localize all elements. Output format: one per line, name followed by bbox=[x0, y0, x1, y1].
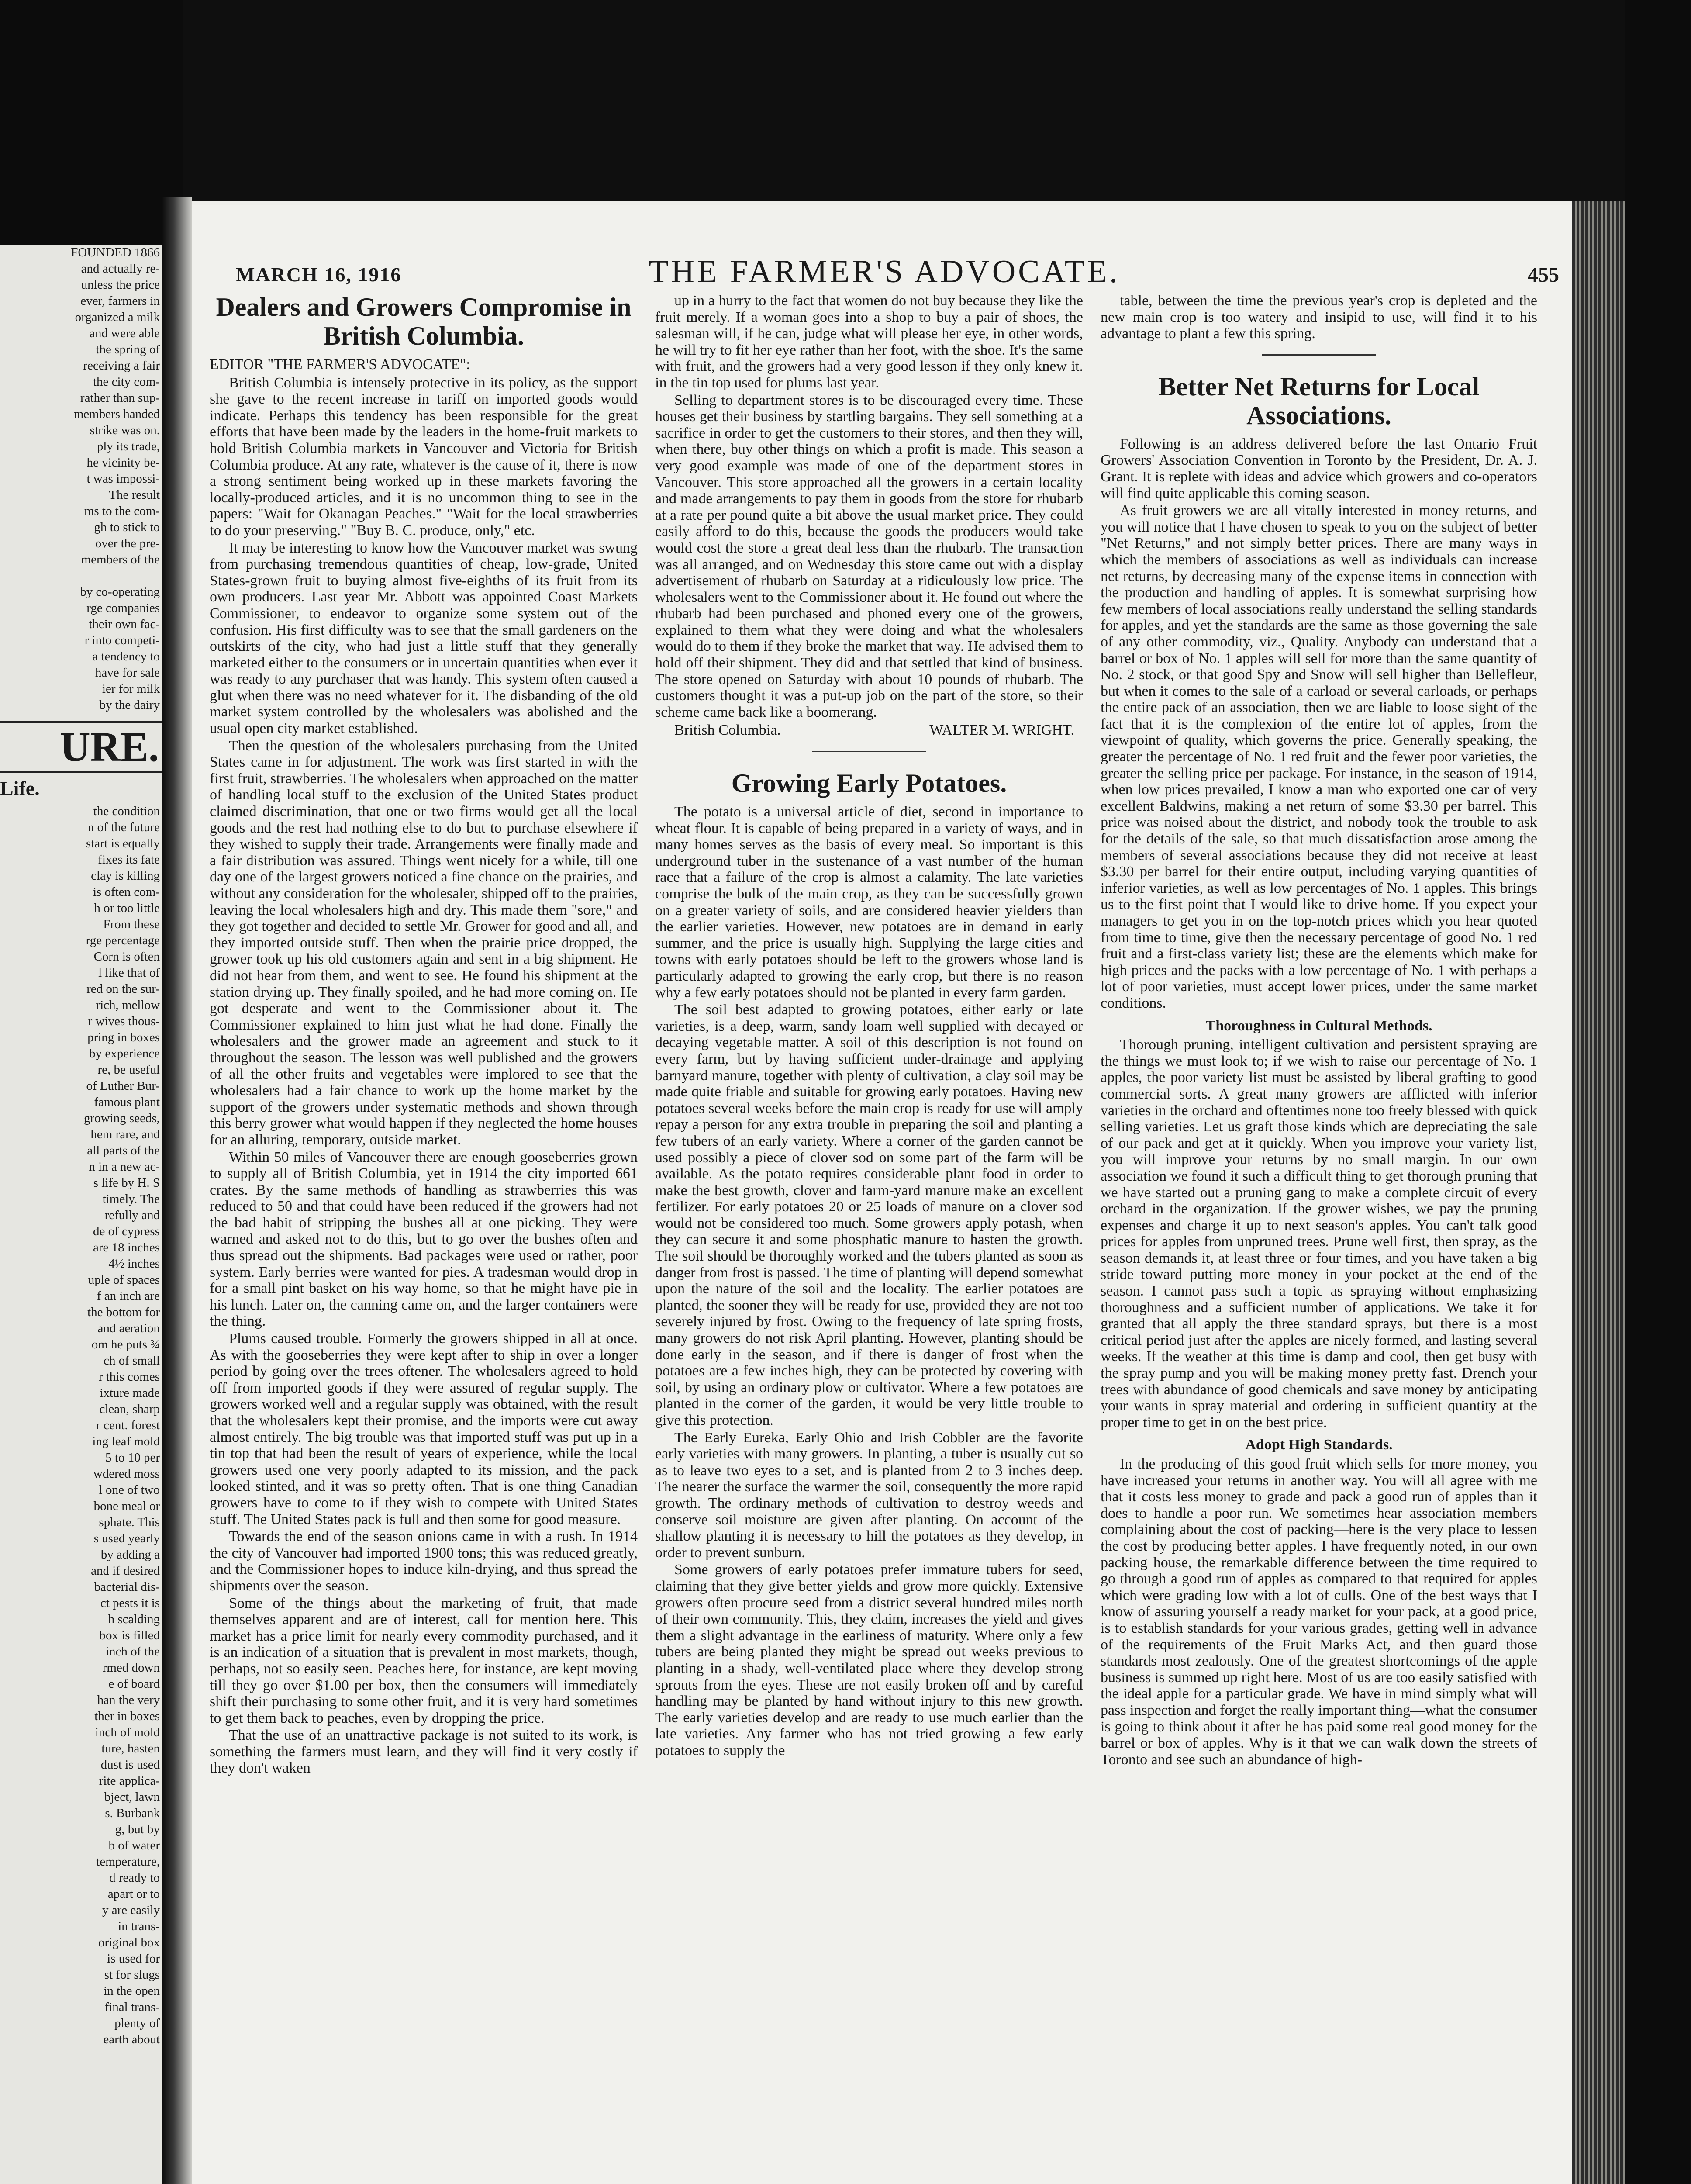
article-title-potatoes: Growing Early Potatoes. bbox=[731, 769, 1007, 798]
text-line: rich, mellow bbox=[96, 998, 160, 1012]
text-line: by the dairy bbox=[99, 698, 160, 712]
text-line: plenty of bbox=[114, 2016, 160, 2030]
text-line: ture, hasten bbox=[101, 1742, 160, 1755]
text-line: all parts of the bbox=[87, 1144, 160, 1158]
text-line: r this comes bbox=[98, 1370, 160, 1384]
text-line: han the very bbox=[97, 1693, 160, 1707]
paragraph: The Early Eureka, Early Ohio and Irish Cobbler are the favorite early varieties with many growers. In planting, a tuber is usually cut so as to leave two eyes to a set, and is planted from 2 to 3 inches deep. The nearer the surface the warmer the soil, consequently the more rapid growth. The ordinary methods of cultivation to destroy weeds and conserve soil moisture are given after planting. On account of the shallow planting it is necessary to hill the potatoes as they develop, in order to prevent sunburn. bbox=[655, 1429, 1083, 1561]
text-line: organized a milk bbox=[75, 310, 160, 324]
editor-salutation: EDITOR "THE FARMER'S ADVOCATE": bbox=[210, 356, 470, 373]
text-line: members handed bbox=[73, 407, 160, 421]
signature-place: British Columbia. bbox=[674, 722, 781, 739]
paragraph: Plums caused trouble. Formerly the growers shipped in all at once. As with the gooseberries they were kept after to ship in over a longer period by going over the trees oftener. The wholesalers agreed to hold off from imported goods if they were assured of regular supply. The growers worked well and a regular supply was obtained, with the result that the wholesalers kept their promise, and the imports were cut away almost entirely. The big trouble was that imported stuff was put up in a tin top that had been the result of years of experience, while the local growers used one very poorly adapted to its mission, and the pack looked stinted, and it was so pretty often. That is one thing Canadian growers have to come to if they wish to compete with United States stuff. The United States pack is full and then some for good measure. bbox=[210, 1330, 638, 1527]
paragraph: As fruit growers we are all vitally interested in money returns, and you will notice that I have chosen to speak to you on the subject of better "Net Returns," and not simply better prices. There are many ways in which the members of associations as well as individuals can increase net returns, by decreasing many of the expense items in connection with the production and handling of apples. It is somewhat surprising how few members of local associations really understand the selling standards for apples, and yet the standards are the same as those governing the sale of any other commodity, viz., Quality. Anybody can understand that a barrel or box of No. 1 apples will sell for more than the same quantity of No. 2 stock, or that good Spy and Snow will sell higher than Belleflеur, but when it comes to the sale of a carload or several carloads, or perhaps the entire pack of an association, then we are liable to loose sight of the fact that it is the complexion of the entire lot of apples, from the viewpoint of quality, which governs the price. Generally speaking, the greater the percentage of No. 1 red fruit and the fewer poor varieties, the greater the selling price per package. For instance, in the season of 1914, when low prices prevailed, I know a man who exported one car of very excellent Baldwins, making a net return of some $3.30 per barrel. This price was noised about the district, and nobody took the trouble to ask for the details of the sale, so that much dissatisfaction arose among the members of several associations because they did not receive at least $3.30 per barrel for their entire output, including varying quantities of inferior varieties, as well as low percentages of No. 1 apples. This brings us to the first point that I would like to drive home. If you expect your managers to get you in on the top-notch prices which you hear quoted from time to time, give then the necessary percentage of good No. 1 red fruit and a first-class variety list; these are the elements which make for high prices and the packs with a low percentage of No. 1 with perhaps a lot of poor varieties, must accept lower prices, under the same market conditions. bbox=[1101, 502, 1537, 1011]
text-line: and aeration bbox=[97, 1321, 160, 1335]
text-line: their own fac- bbox=[89, 617, 160, 631]
paragraph: It may be interesting to know how the Vancouver market was swung from purchasing tremendous quantities of cheap, low-grade, United States-grown fruit to buying almost five-eighths of its fruit from its own producers. Last year Mr. Abbott was appointed Coast Markets Commissioner, to endeavor to organize some system out of the confusion. His first difficulty was to see that the small gardeners on the outskirts of the city, who had just a little stuff that they generally marketed either to the consumers or in uncertain quantities when ever it was ready to any purchaser that was handy. This system often caused a glut when there was no need whatever for it. The disbanding of the old market system controlled by the wholesalers was abolished and the usual open city market established. bbox=[210, 539, 638, 737]
text-line: in trans- bbox=[118, 1919, 160, 1933]
text-line: clean, sharp bbox=[99, 1402, 160, 1416]
text-line: have for sale bbox=[95, 666, 160, 680]
text-line: pring in boxes bbox=[87, 1030, 160, 1044]
article-body-continued bbox=[1101, 293, 1537, 342]
text-line: the bottom for bbox=[87, 1305, 160, 1319]
text-line: 5 to 10 per bbox=[105, 1451, 160, 1465]
paragraph: Then the question of the wholesalers purchasing from the United States came in for adjustment. The work was first started in with the first fruit, strawberries. The wholesalers when approached on the matter of handling local stuff to the exclusion of the United States product claimed discrimination, that one or two firms would get all the local goods and the rest had nothing else to do but to purchase elsewhere if they wished to supply their trade. Arrangements were finally made and a fair distribution was assured. Things went nicely for a while, till one day one of the largest growers noticed a fine chance on the prairies, and without any consideration for the wholesaler, shipped off to the prairies, leaving the local wholesalers high and dry. This made them "sore," and they got together and decided to settle Mr. Grower for good and all, and they imported outside stuff. Then when the prairie price dropped, the grower took up his old customers again and sent in a big shipment. He did not hear from them, and went to see. He found his shipment at the station drying up. They finally spoiled, and he had more coming on. He got desperate and went to the Commissioner about it. The Commissioner explained to him just what he had done. Finally the wholesalers and the grower made an agreement and stuck to it throughout the season. The lesson was well published and the growers of all the other fruits and vegetables were implored to see that the wholesalers had a fair chance to work up the home market by the support of the growers under systematic methods and shown through this berry grower what would happen if they neglected the home houses for an alluring, temporary, outside market. bbox=[210, 737, 638, 1148]
text-line: temperature, bbox=[96, 1855, 160, 1869]
text-line: n in a new ac- bbox=[89, 1160, 160, 1174]
text-line: gh to stick to bbox=[94, 520, 160, 534]
text-line: The result bbox=[109, 488, 160, 502]
text-line: n of the future bbox=[87, 820, 160, 834]
text-line: over the pre- bbox=[95, 536, 160, 550]
page-header bbox=[210, 253, 1559, 293]
paragraph: table, between the time the previous year's crop is depleted and the new main crop is too watery and insipid to use, will find it to his advantage to plant a few this spring. bbox=[1101, 293, 1537, 342]
column-1 bbox=[210, 293, 638, 2184]
page-edges bbox=[1572, 201, 1625, 2184]
text-line: rge companies bbox=[86, 601, 160, 615]
text-line: receiving a fair bbox=[83, 359, 160, 373]
column-3 bbox=[1101, 293, 1537, 2184]
text-line: the city com- bbox=[93, 375, 160, 389]
text-line: 4½ inches bbox=[108, 1257, 160, 1271]
paragraph: Within 50 miles of Vancouver there are enough gooseberries grown to supply all of British Columbia, yet in 1914 the city imported 661 crates. By the same methods of handling as strawberries this was reduced to 50 and that could have been reduced if the growers had not the bad habit of stripping the bushes all at one picking. They were warned and asked not to do this, but to go over the bushes often and thus spread out the shipments. Bad packages were used or rather, poor system. Early berries were wanted for pies. A tradesman would drop in for a small pint basket on his way home, so that he might have pie in his lunch. Later on, the canning came on, and the larger containers were the thing. bbox=[210, 1149, 638, 1330]
text-line: g, but by bbox=[115, 1822, 160, 1836]
text-line: dust is used bbox=[100, 1758, 160, 1772]
text-line: and actually re- bbox=[81, 262, 160, 276]
paragraph: Towards the end of the season onions came in with a rush. In 1914 the city of Vancouver had imported 1900 tons; this was reduced greatly, and the Commissioner hopes to induce kiln-drying, and thus spread the shipments over the season. bbox=[210, 1528, 638, 1594]
text-line: wdered moss bbox=[93, 1467, 160, 1481]
paragraph: The soil best adapted to growing potatoes, either early or late varieties, is a deep, warm, sandy loam well supplied with decayed or decaying vegetable matter. A soil of this description is not found on every farm, but by having sufficient under-drainage and applying barnyard manure, together with plenty of cultivation, a clay soil may be made quite friable and suitable for growing early potatoes. Having new potatoes several weeks before the main crop is ready for use will amply repay a person for any extra trouble in preparing the soil and planting a few tubers of an early variety. Where a corner of the garden cannot be used possibly a piece of clover sod on some part of the farm will be available. As the potato requires considerable plant food in order to make the best growth, clover and farm-yard manure make an excellent fertilizer. For early potatoes 20 or 25 loads of manure on a clover sod would not be considered too much. Some growers apply potash, when they can secure it and some phosphatic manure to hasten the growth. The soil should be thoroughly worked and the tubers planted as soon as danger from frost is passed. The time of planting will depend somewhat upon the nature of the soil and the locality. The earlier potatoes are planted, the sooner they will be ready for use, provided they are not too severely injured by frost. Owing to the frequency of late spring frosts, many growers do not risk April planting. However, planting should be done early in the season, and if there is danger of frost when the potatoes are a few inches high, they can be protected by covering with soil, by using an ordinary plow or cultivator. Where a few potatoes are planted in the corner of the garden, it would be very little trouble to give this protection. bbox=[655, 1002, 1083, 1428]
text-line: From these bbox=[103, 917, 160, 931]
text-line: ply its trade, bbox=[97, 439, 160, 453]
article-title-net-returns: Better Net Returns for Local Associations. bbox=[1158, 372, 1480, 430]
text-line: clay is killing bbox=[91, 869, 160, 883]
text-line: re, be useful bbox=[97, 1063, 160, 1077]
text-line: sphate. This bbox=[99, 1515, 160, 1529]
text-line: b of water bbox=[108, 1838, 160, 1852]
text-line: l one of two bbox=[99, 1483, 160, 1497]
text-line: uple of spaces bbox=[88, 1273, 160, 1287]
article-body bbox=[1101, 1037, 1537, 1431]
newspaper-page bbox=[192, 205, 1572, 2184]
text-line: ever, farmers in bbox=[80, 294, 160, 308]
text-line: bone meal or bbox=[93, 1499, 160, 1513]
text-line: s used yearly bbox=[93, 1531, 160, 1545]
paragraph: Some growers of early potatoes prefer immature tubers for seed, claiming that they give better yields and grow more quickly. Extensive growers often procure seed from a district several hundred miles north of their own community. This, they claim, increases the yield and gives them a slight advantage in the earliness of maturity. Where only a few tubers are being planted they might be spread out weeks previous to planting in a shady, well-ventilated place where they develop strong sprouts from the eyes. These are not easily broken off and by careful handling may be planted by hand without injury to this new growth. The early varieties develop and are ready to use much earlier than the late varieties. Any farmer who has not tried growing a few early potatoes to supply the bbox=[655, 1562, 1083, 1759]
paragraph: The potato is a universal article of diet, second in importance to wheat flour. It is capable of being prepared in a variety of ways, and in many homes serves as the basis of every meal. So important is this underground tuber in the sustenance of a vast number of the human race that a failure of the crop is almost a calamity. The late varieties comprise the bulk of the main crop, as they can be successfully grown on a greater variety of soils, and are considered heavier yielders than the earlier varieties. However, new potatoes are in demand in early summer, and the price is usually high. Supplying the large cities and towns with early potatoes should be left to the growers whose land is particularly adapted to growing the early crop, but there is no reason why a few early potatoes should not be planted in every farm garden. bbox=[655, 804, 1083, 1001]
previous-page-subheading: Life. bbox=[0, 777, 40, 799]
text-line: unless the price bbox=[81, 278, 160, 292]
paragraph: That the use of an unattractive package is not suited to its work, is something the farmers must learn, and they will find it very costly if they don't waken bbox=[210, 1727, 638, 1776]
text-line: a tendency to bbox=[92, 650, 160, 663]
paragraph: In the producing of this good fruit which sells for more money, you have increased your returns in another way. You will all agree with me that it costs less money to grade and pack a good run of apples than it does to handle a poor run. We sometimes hear association members complaining about the cost of packing—here is the very place to lessen the cost by producing better apples. I have frequently noted, in our own packing house, the remarkable difference between the time required to go through a good run of apples as compared to that required for apples which were grading low with a lot of culls. One of the best ways that I know of assuring yourself a ready market for your pack, at a good price, is to establish standards for your various grades, getting well in advance of the requirements of the Fruit Marks Act, and then guard those standards most zealously. One of the greatest shortcomings of the apple business is summed up right here. Most of us are too easily satisfied with the ideal apple for a particular grade. We have in mind simply what will pass inspection and forget the really important thing—what the consumer is going to think about it after he has paid some real good money for the barrel or box of apples. Why is it that we can walk down the streets of Toronto and see such an abundance of high- bbox=[1101, 1456, 1537, 1768]
paragraph: Some of the things about the marketing of fruit, that made themselves apparent and are of interest, call for mention here. This market has a price limit for nearly every commodity purchased, and it is an indication of a situation that is prevalent in most markets, though, perhaps, not so easily seen. Peaches here, for instance, are kept moving till they go over $1.00 per box, then the consumers will immediately shift their purchasing to some other fruit, and it is very hard sometimes to get them back to peaches, even by dropping the price. bbox=[210, 1595, 638, 1726]
text-line: ct pests it is bbox=[100, 1596, 160, 1610]
text-line: h scalding bbox=[108, 1612, 160, 1626]
text-line: y are easily bbox=[102, 1903, 160, 1917]
issue-date: MARCH 16, 1916 bbox=[236, 263, 402, 286]
text-line: by adding a bbox=[100, 1548, 160, 1562]
text-line: ms to the com- bbox=[84, 504, 160, 518]
text-line: f an inch are bbox=[97, 1289, 160, 1303]
text-line: the spring of bbox=[96, 342, 160, 356]
previous-page-heading: URE. bbox=[0, 721, 162, 773]
text-line: l like that of bbox=[98, 966, 160, 980]
text-line: s life by H. S bbox=[93, 1176, 160, 1190]
text-line: strike was on. bbox=[90, 423, 160, 437]
text-line: FOUNDED 1866 bbox=[71, 245, 160, 259]
text-line: growing seeds, bbox=[84, 1111, 160, 1125]
text-line: are 18 inches bbox=[93, 1241, 160, 1254]
text-line: r into competi- bbox=[84, 633, 160, 647]
article-body bbox=[1101, 436, 1537, 1012]
text-line: by experience bbox=[89, 1047, 160, 1061]
article-title-dealers-growers: Dealers and Growers Compromise in British Columbia. bbox=[216, 293, 632, 350]
text-line: e of board bbox=[108, 1677, 160, 1691]
text-line: members of the bbox=[81, 553, 160, 567]
article-body bbox=[210, 375, 638, 1776]
text-line: red on the sur- bbox=[86, 982, 160, 996]
text-line: and if desired bbox=[91, 1564, 160, 1578]
text-line: d ready to bbox=[109, 1871, 160, 1885]
text-line: inch of mold bbox=[95, 1725, 160, 1739]
text-line: s. Burbank bbox=[105, 1806, 160, 1820]
text-line: ch of small bbox=[104, 1354, 160, 1368]
text-line: ier for milk bbox=[102, 682, 160, 696]
previous-page-fragment bbox=[0, 245, 162, 2184]
text-line: box is filled bbox=[99, 1628, 160, 1642]
text-line: is often com- bbox=[93, 885, 160, 899]
article-body bbox=[1101, 1456, 1537, 1768]
publication-title: THE FARMER'S ADVOCATE. bbox=[649, 254, 1120, 290]
text-line: bacterial dis- bbox=[94, 1580, 160, 1594]
text-line: rite applica- bbox=[99, 1774, 160, 1788]
text-line: bject, lawn bbox=[104, 1790, 160, 1804]
text-line: by co-operating bbox=[80, 585, 160, 599]
text-line: de of cypress bbox=[93, 1224, 160, 1238]
text-line: timely. The bbox=[102, 1192, 160, 1206]
article-body bbox=[655, 804, 1083, 1759]
paragraph: Thorough pruning, intelligent cultivation and persistent spraying are the things we must look to; if we wish to raise our percentage of No. 1 apples, the poor variety list must be assisted by liberal grafting to good commercial sorts. A great many growers are afflicted with inferior varieties in the orchard and oftentimes none too freely blessed with quick selling varieties. Let us graft those kinds which are depreciating the sale of our pack and get at it quickly. When you improve your variety list, you will improve your returns by no small margin. In our own association we found it such a difficult thing to get thorough pruning that we have started out a pruning gang to make a complete circuit of every orchard in the organization. If the grower wishes, we pay the pruning expenses and charge it up to next season's apples. You can't talk good prices for apples from unpruned trees. Prune well first, then spray, as the season demands it, at least three or four times, and you have taken a big stride toward putting more money in your pocket at the end of the season. I cannot pass such a topic as spraying without emphasizing thoroughness and a sufficient number of applications. We take it for granted that all apply the three standard sprays, but there is a most critical period just after the apples are nicely formed, and lasting several weeks. If the weather at this time is damp and cool, then get busy with the spray pump and you will be making money pretty fast. Drench your trees with abundance of good chemicals and save money by anticipating your wants in spray material and ordering in sufficient quantity at the proper time to get in on the best price. bbox=[1101, 1037, 1537, 1431]
text-line: rather than sup- bbox=[80, 391, 160, 405]
scan-background-right bbox=[1625, 0, 1691, 2184]
text-line: famous plant bbox=[94, 1095, 160, 1109]
section-heading-standards: Adopt High Standards. bbox=[1245, 1437, 1393, 1453]
text-line: apart or to bbox=[107, 1887, 160, 1901]
article-divider bbox=[1262, 354, 1376, 356]
column-2 bbox=[655, 293, 1083, 2184]
text-line: and were able bbox=[89, 326, 160, 340]
text-line bbox=[0, 568, 162, 584]
text-line: hem rare, and bbox=[90, 1127, 160, 1141]
article-divider bbox=[812, 751, 926, 752]
text-line: ixture made bbox=[100, 1386, 160, 1400]
article-signature bbox=[655, 722, 1083, 739]
text-line: rmed down bbox=[102, 1661, 160, 1675]
text-line: ing leaf mold bbox=[92, 1434, 160, 1448]
text-line: earth about bbox=[103, 2032, 160, 2046]
paragraph: Selling to department stores is to be discouraged every time. These houses get their business by startling bargains. They sell something at a sacrifice in order to get the customers to their stores, and then they will, when there, buy other things on which a profit is made. This season a very good example was made of one of the department stores in Vancouver. This store approached all the growers in a certain locality and made arrangements to pay them in goods from the store for rhubarb at a rate per pound quite a bit above the usual market price. They could easily afford to do this, because the goods the producers would take would cost the store a great deal less than the rhubarb. The transaction was all arranged, and on Wednesday this store came out with a display advertisement of rhubarb on Saturday at a ridiculously low price. The wholesalers went to the Commissioner about it. He found out where the rhubarb had been purchased and phoned every one of the growers, explained to them what they were doing and what the wholesalers would do to them if they broke the market that way. He advised them to hold off their shipment. They did and that settled that kind of business. The store opened on Saturday with about 10 pounds of rhubarb. The customers thought it was a put-up job on the part of the store, so their scheme came back like a boomerang. bbox=[655, 392, 1083, 720]
text-line: inch of the bbox=[105, 1645, 160, 1659]
text-line: start is equally bbox=[86, 836, 160, 850]
paragraph: British Columbia is intensely protective in its policy, as the support she gave to the recent increase in tariff on imported goods would indicate. Perhaps this tendency has been responsible for the great efforts that have been made by the leaders in the home-fruit markets to hold British Columbia markets in Vancouver and Victoria for British Columbia produce. At any rate, whatever is the cause of it, there is now a strong sentiment being worked up in these markets favoring the locally-produced articles, and it is no uncommon thing to see in the papers: "Wait for Okanagan Peaches." "Wait for the local strawberries to do your preserving." "Buy B. C. produce, only," etc. bbox=[210, 374, 638, 539]
text-line: r cent. forest bbox=[96, 1418, 160, 1432]
paragraph: Following is an address delivered before the last Ontario Fruit Growers' Association Convention in Toronto by the President, Dr. A. J. Grant. It is replete with ideas and advice which growers and co-operators will find quite applicable this coming season. bbox=[1101, 435, 1537, 501]
text-line: original box bbox=[98, 1935, 160, 1949]
signature-name: WALTER M. WRIGHT. bbox=[929, 722, 1074, 739]
section-heading-thoroughness: Thoroughness in Cultural Methods. bbox=[1205, 1017, 1432, 1034]
text-line: h or too little bbox=[94, 901, 160, 915]
page-number: 455 bbox=[1528, 263, 1559, 287]
text-line: is used for bbox=[107, 1952, 160, 1966]
text-line: r wives thous- bbox=[88, 1014, 160, 1028]
text-line: refully and bbox=[104, 1208, 160, 1222]
text-line: om he puts ¾ bbox=[91, 1337, 160, 1351]
article-body-continued bbox=[655, 293, 1083, 720]
text-line: of Luther Bur- bbox=[86, 1079, 160, 1093]
text-line: final trans- bbox=[104, 2000, 160, 2014]
text-line: t was impossi- bbox=[86, 472, 160, 486]
previous-page-lines-top bbox=[0, 245, 162, 713]
text-line: Corn is often bbox=[93, 950, 160, 964]
text-line: he vicinity be- bbox=[86, 456, 160, 470]
previous-page-lines-bottom bbox=[0, 803, 162, 2048]
text-line: st for slugs bbox=[104, 1968, 160, 1982]
paragraph: up in a hurry to the fact that women do not buy because they like the fruit merely. If a woman goes into a shop to buy a pair of shoes, the salesman will, if he can, judge what will please her eye, in other words, he will try to fit her eye rather than her foot, with the shoe. It's the same with fruit, and the growers had a very good lesson if they only knew it. in the tin top used for plums last year. bbox=[655, 293, 1083, 391]
scan-background-top bbox=[183, 0, 1625, 201]
text-line: the condition bbox=[93, 804, 160, 818]
text-line: fixes its fate bbox=[98, 853, 160, 867]
book-gutter bbox=[162, 197, 192, 2184]
text-line: in the open bbox=[104, 1984, 160, 1998]
text-line: ther in boxes bbox=[94, 1709, 160, 1723]
text-line: rge percentage bbox=[86, 933, 160, 947]
